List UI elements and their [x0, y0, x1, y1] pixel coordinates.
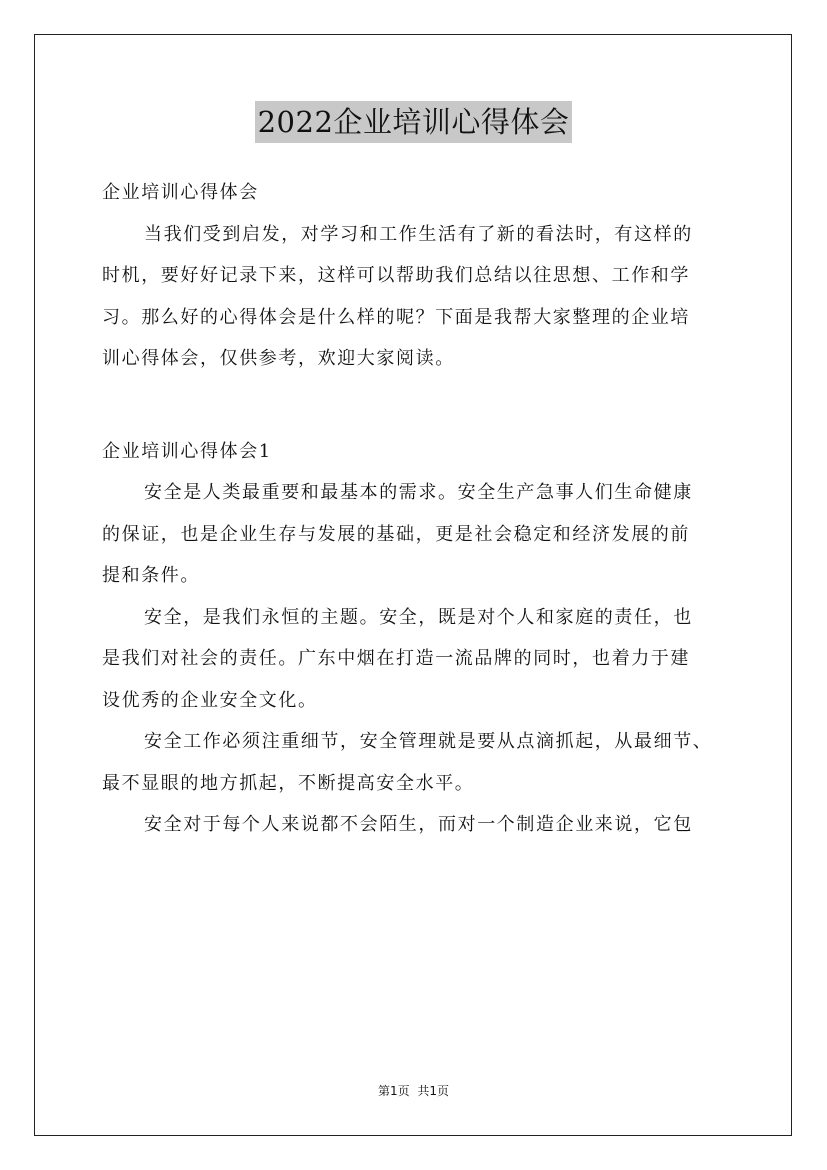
paragraph-line: 安全对于每个人来说都不会陌生，而对一个制造企业来说，它包 — [144, 814, 693, 835]
title-container — [0, 101, 827, 143]
intro-line: 训心得体会，仅供参考，欢迎大家阅读。 — [102, 348, 455, 369]
intro-line: 时机，要好好记录下来，这样可以帮助我们总结以往思想、工作和学 — [102, 265, 690, 286]
paragraph-line: 安全工作必须注重细节，安全管理就是要从点滴抓起，从最细节、 — [144, 731, 713, 752]
document-body — [102, 172, 730, 846]
section-heading: 企业培训心得体会 — [102, 182, 259, 203]
document-title: 2022企业培训心得体会 — [255, 101, 573, 143]
paragraph-line: 最不显眼的地方抓起，不断提高安全水平。 — [102, 772, 475, 794]
page-number: 第1页 — [377, 1084, 410, 1098]
page-total: 共1页 — [417, 1084, 450, 1098]
blank-line — [102, 380, 730, 431]
subheading: 企业培训心得体会1 — [102, 440, 272, 462]
paragraph-line: 设优秀的企业安全文化。 — [102, 689, 318, 711]
paragraph-line: 提和条件。 — [102, 565, 200, 586]
paragraph-line: 安全是人类最重要和最基本的需求。安全生产急事人们生命健康 — [144, 482, 693, 503]
paragraph-line: 安全，是我们永恒的主题。安全，既是对个人和家庭的责任，也 — [144, 606, 693, 628]
intro-line: 习。那么好的心得体会是什么样的呢？下面是我帮大家整理的企业培 — [102, 306, 690, 328]
paragraph-line: 的保证，也是企业生存与发展的基础，更是社会稳定和经济发展的前 — [102, 523, 690, 545]
intro-line: 当我们受到启发，对学习和工作生活有了新的看法时，有这样的 — [144, 223, 693, 245]
page-footer — [0, 1082, 827, 1099]
paragraph-line: 是我们对社会的责任。广东中烟在打造一流品牌的同时，也着力于建 — [102, 648, 690, 669]
